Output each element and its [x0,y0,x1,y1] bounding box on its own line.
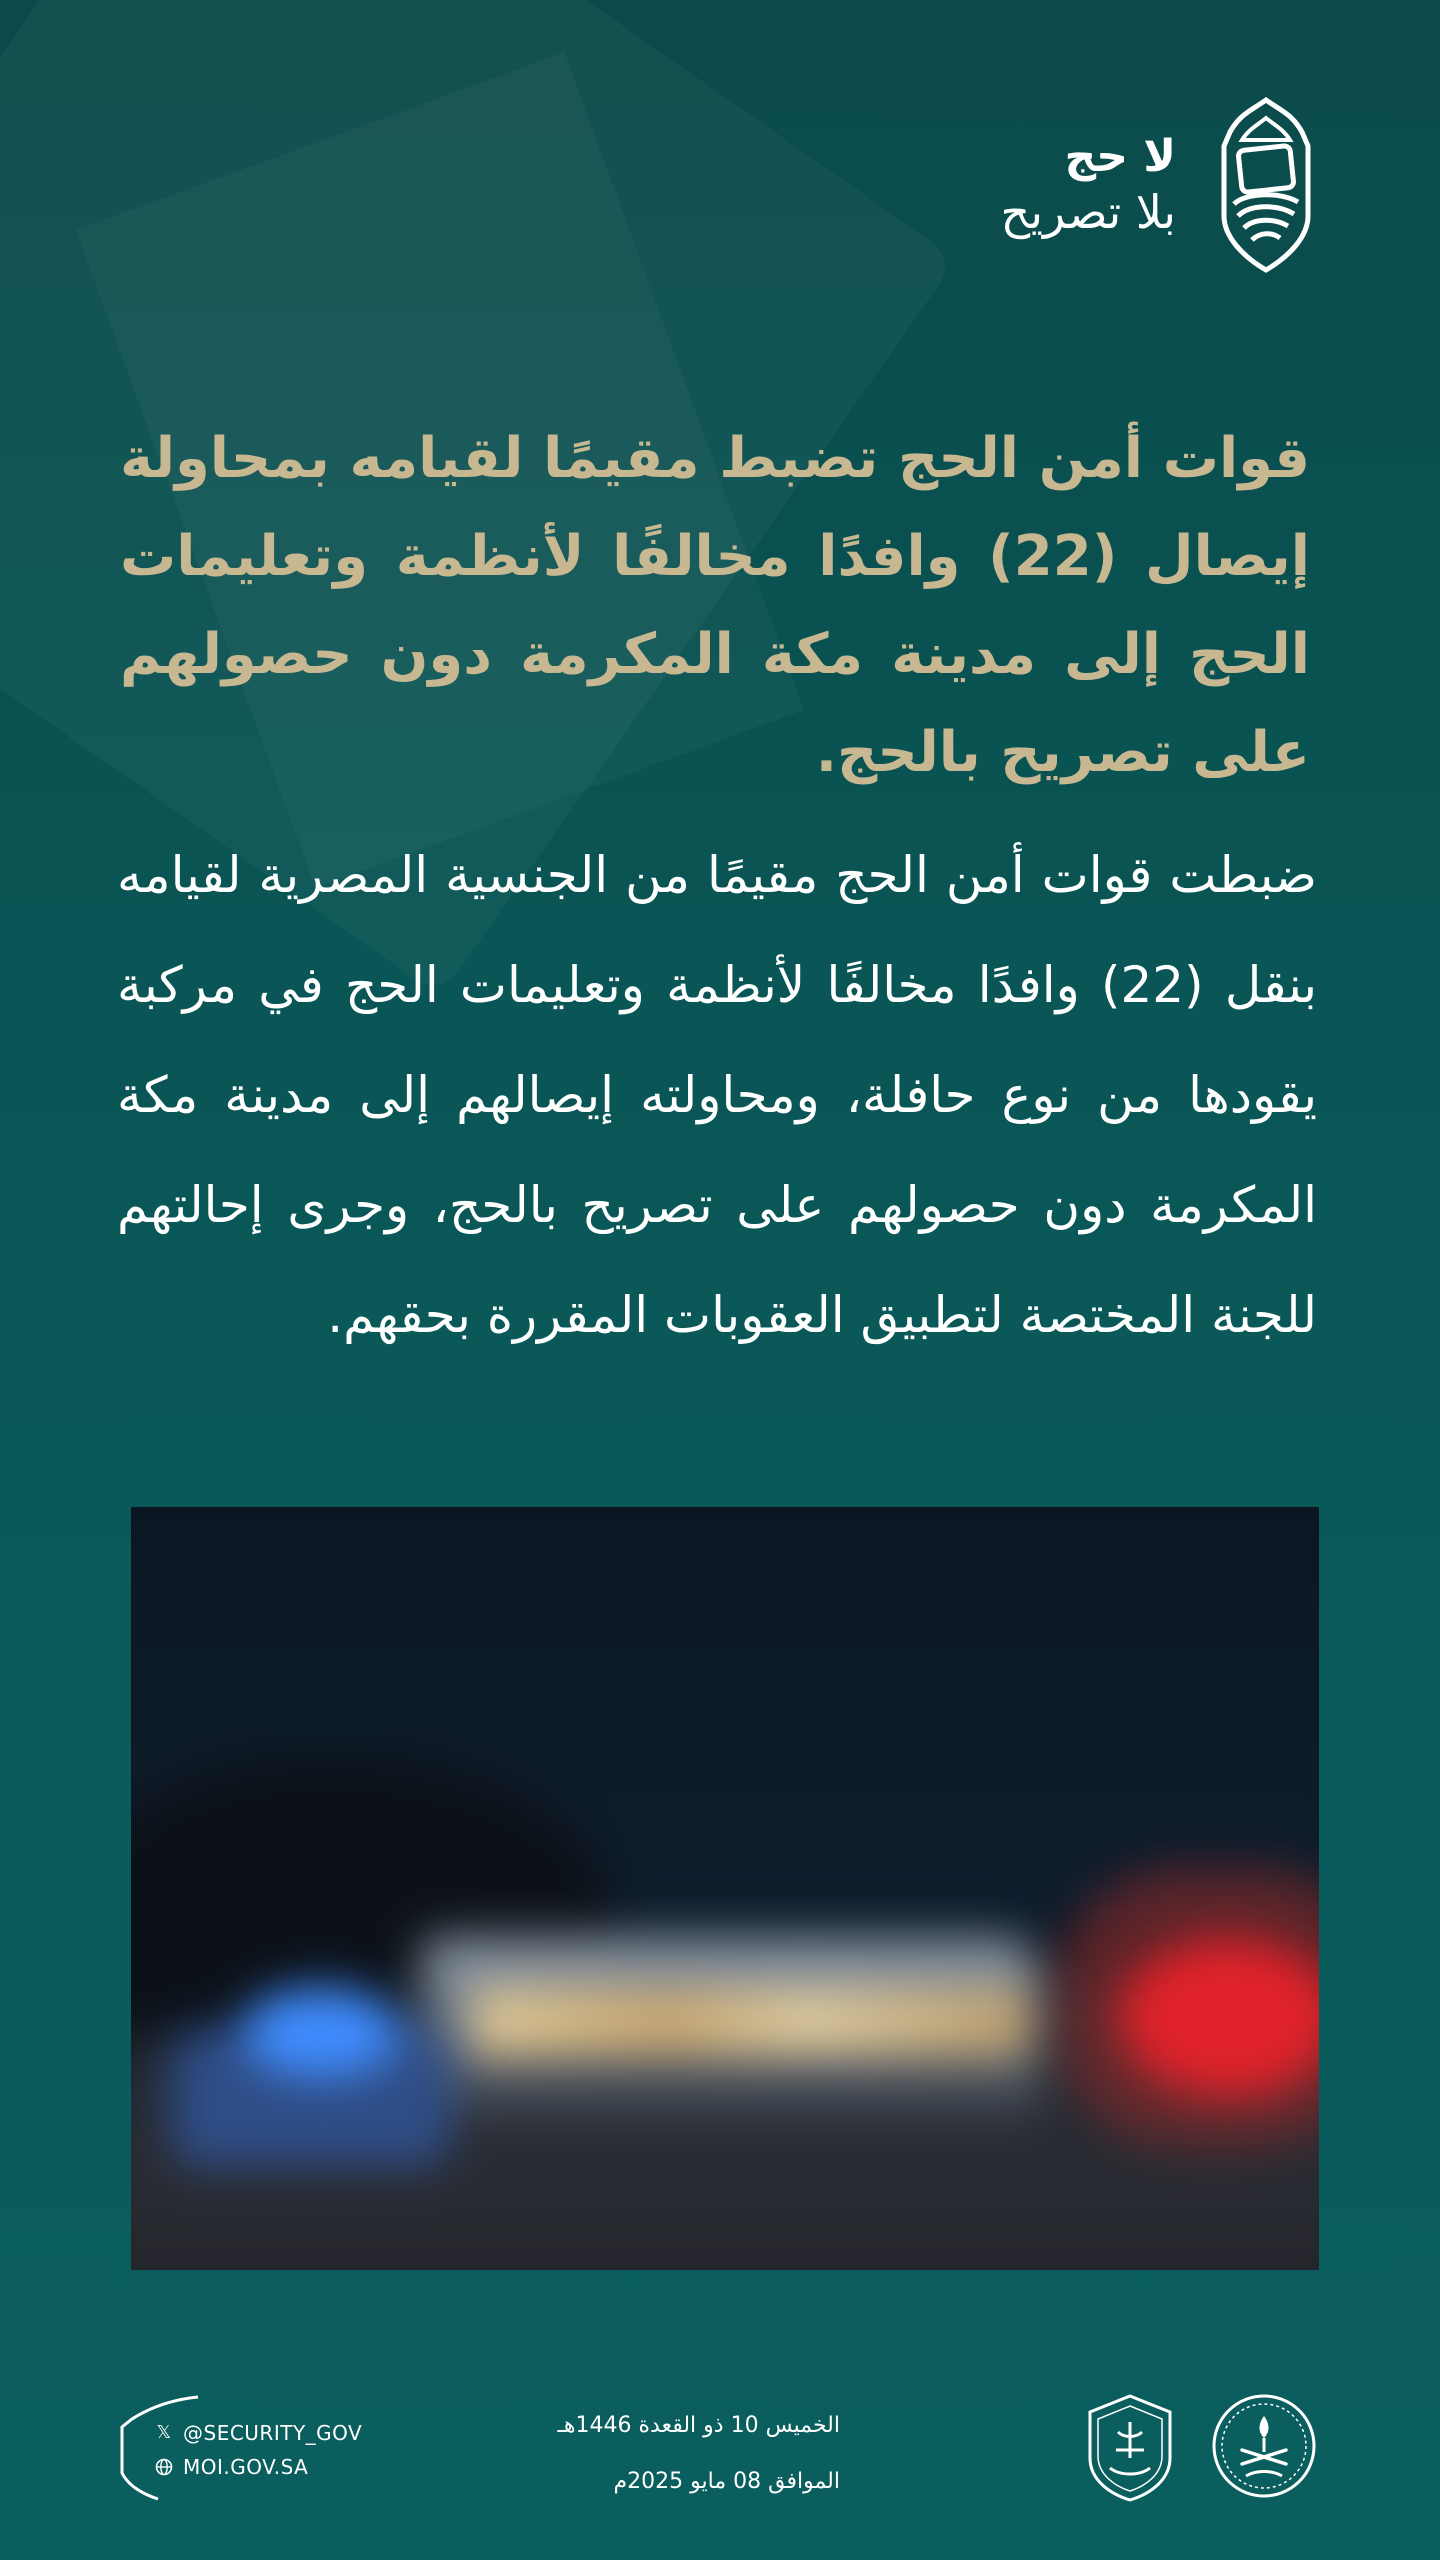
social-links [118,2393,363,2503]
campaign-header [1001,96,1320,274]
slogan-line-2: بلا تصريح [1000,185,1176,239]
publication-date [500,2398,840,2510]
slogan-line-1: لا حج [1064,131,1176,182]
shield-outline-icon [118,2393,208,2503]
date-gregorian: الموافق 08 مايو 2025م [613,2469,840,2494]
x-logo-icon: 𝕏 [156,2422,172,2443]
blurred-bus-photo [131,1507,1319,2270]
hajj-permit-shield-icon [1212,96,1320,274]
website-link[interactable] [155,2455,308,2479]
government-emblems [1078,2392,1318,2504]
social-handle: @SECURITY_GOV [183,2421,363,2445]
social-handle-link[interactable] [155,2421,362,2445]
news-body: ضبطت قوات أمن الحج مقيمًا من الجنسية المصرية لقيامه بنقل (22) وافدًا مخالفًا لأنظمة وتعليمات الحج في مركبة يقودها من نوع حافلة، ومحاولته إيصالهم إلى مدينة مكة المكرمة دون حصولهم على تصريح بالحج، وجرى إحالتهم للجنة المختصة لتطبيق العقوبات المقررة بحقهم. [117,846,1317,1344]
public-security-emblem-icon [1078,2392,1182,2504]
date-hijri: الخميس 10 ذو القعدة 1446هـ [557,2413,840,2438]
globe-icon [155,2458,173,2476]
website-url: MOI.GOV.SA [183,2455,309,2479]
campaign-slogan [1001,130,1176,240]
moi-emblem-icon [1210,2392,1318,2504]
news-headline: قوات أمن الحج تضبط مقيمًا لقيامه بمحاولة إيصال (22) وافدًا مخالفًا لأنظمة وتعليمات الحج إلى مدينة مكة المكرمة دون حصولهم على تصريح بالحج. [120,426,1311,785]
